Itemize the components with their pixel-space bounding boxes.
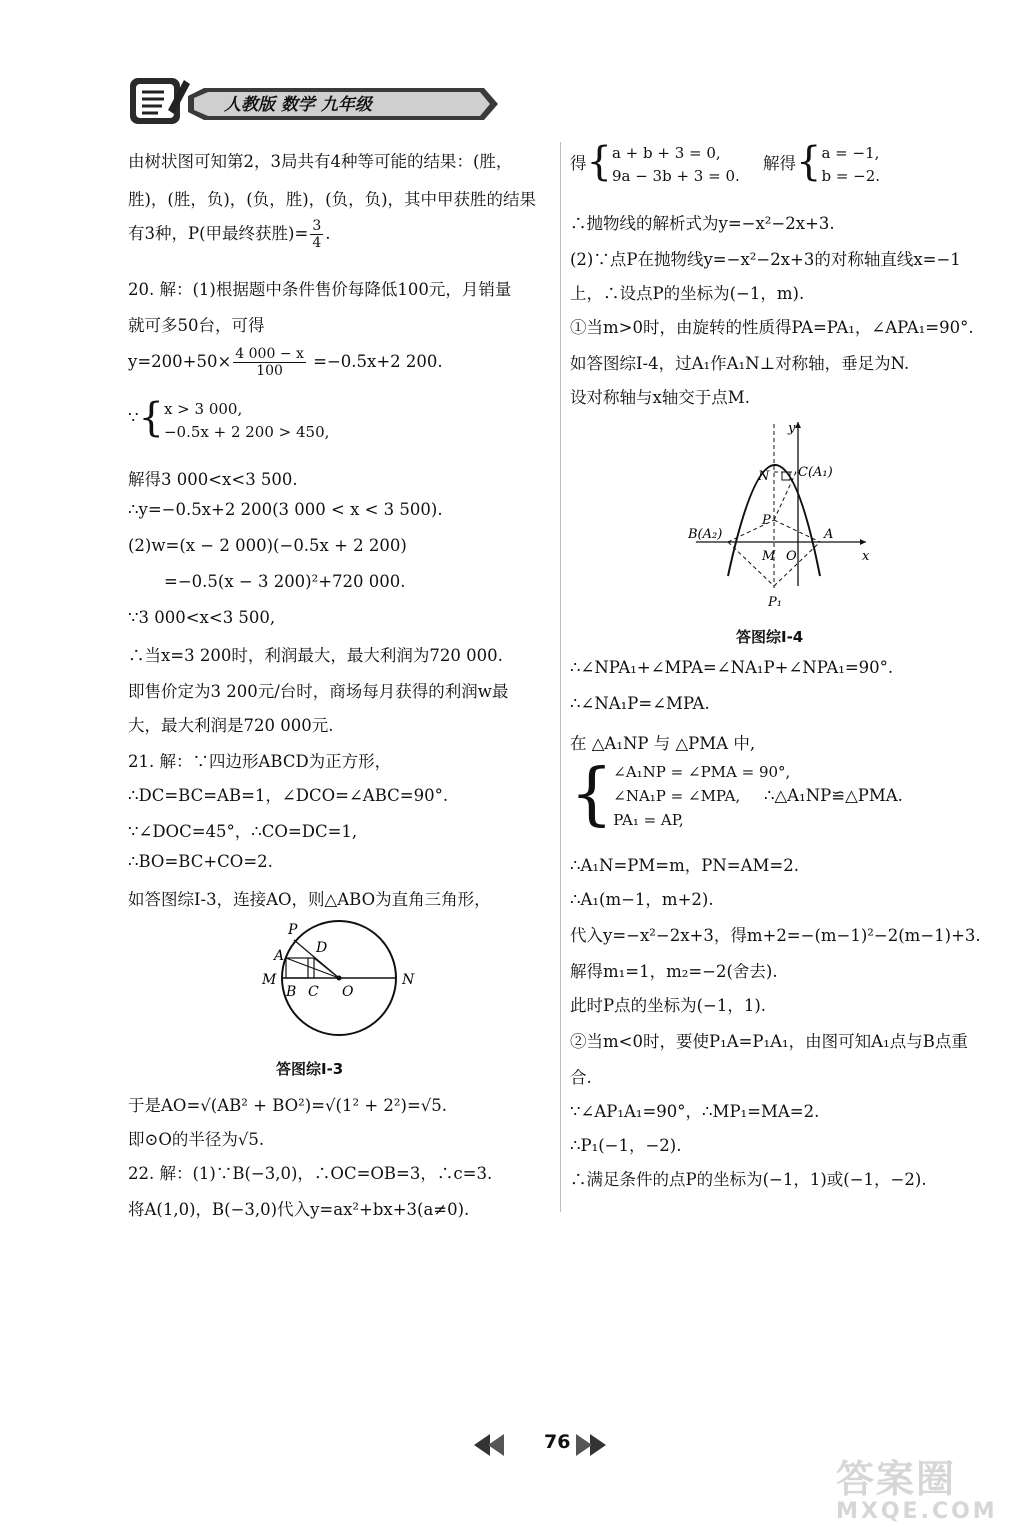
text-line: 21. 解：∵四边形ABCD为正方形， — [128, 752, 392, 771]
label-B: B(A₂) — [688, 527, 723, 542]
label-C: C(A₁) — [798, 465, 833, 480]
figure-circle — [258, 920, 428, 1046]
equation-system: 得{ a + b + 3 = 0, 9a − 3b + 3 = 0. 解得{ a = −1, b = −2. — [570, 139, 881, 185]
text-line: 如答图综Ⅰ-4，过A₁作A₁N⊥对称轴，垂足为N. — [570, 354, 910, 373]
text-line: 如答图综Ⅰ-3，连接AO，则△ABO为直角三角形， — [128, 890, 491, 909]
label-A: A — [824, 527, 834, 542]
text-line: 由树状图可知第2，3局共有4种等可能的结果：(胜， — [128, 152, 513, 171]
label-N: N — [758, 469, 770, 484]
text-line: 在 △A₁NP 与 △PMA 中, — [570, 734, 756, 753]
label-O: O — [342, 984, 354, 1000]
figure-caption: 答图综Ⅰ-3 — [276, 1060, 344, 1078]
text-line: 上，∴设点P的坐标为(−1，m). — [570, 284, 805, 303]
text-line: ∴∠NA₁P=∠MPA. — [570, 694, 710, 713]
left-column — [128, 142, 548, 1242]
text-line: 大，最大利润是720 000元. — [128, 716, 334, 735]
label-A: A — [274, 948, 285, 964]
text-line: 解得3 000<x<3 500. — [128, 470, 298, 489]
text-line: 即⊙O的半径为√5. — [128, 1130, 265, 1149]
text-line: 合. — [570, 1068, 592, 1087]
label-M: M — [262, 972, 277, 988]
watermark: 答案圈 MXQE.COM — [836, 1457, 998, 1524]
text-line: =−0.5(x − 3 200)²+720 000. — [164, 572, 406, 591]
text-line: ∴P₁(−1，−2). — [570, 1136, 682, 1155]
text-line: 20. 解：(1)根据题中条件售价每降低100元，月销量 — [128, 280, 512, 299]
fraction: $\frac{3}{4}$ — [312, 218, 322, 251]
left-arrow-icon — [474, 1434, 490, 1456]
text-line: ∵∠AP₁A₁=90°，∴MP₁=MA=2. — [570, 1102, 820, 1121]
text-line: ∵∠DOC=45°，∴CO=DC=1, — [128, 822, 358, 841]
text-line: ∴DC=BC=AB=1，∠DCO=∠ABC=90°. — [128, 786, 449, 805]
formula-line: y=200+50× $\frac{4 000 - x}{100}$ =−0.5x+2 200. — [128, 346, 443, 379]
text-line: 胜)，(胜，负)，(负，胜)，(负，负)，其中甲获胜的结果 — [128, 190, 537, 209]
text-line: 设对称轴与x轴交于点M. — [570, 388, 750, 407]
figure-parabola — [686, 414, 876, 610]
label-B: B — [286, 984, 297, 1000]
text-line: ∴满足条件的点P的坐标为(−1，1)或(−1，−2). — [570, 1170, 927, 1189]
header-banner — [128, 74, 500, 126]
text-line: 解得m₁=1，m₂=−2(舍去). — [570, 962, 778, 981]
label-O: O — [786, 549, 797, 564]
header-title: 人教版 数学 九年级 — [224, 95, 372, 115]
figure-caption: 答图综Ⅰ-4 — [736, 628, 804, 646]
text-line: ②当m<0时，要使P₁A=P₁A₁，由图可知A₁点与B点重 — [570, 1032, 968, 1051]
congruence-system: { ∠A₁NP = ∠PMA = 90°, ∠NA₁P = ∠MPA, PA₁ = AP, ∴△A₁NP≌△PMA. — [570, 755, 903, 834]
text-line: 此时P点的坐标为(−1，1). — [570, 996, 767, 1015]
right-arrow-icon — [590, 1434, 606, 1456]
label-D: D — [316, 940, 328, 956]
column-divider — [560, 142, 561, 1212]
text-line: ∴y=−0.5x+2 200(3 000 < x < 3 500). — [128, 500, 443, 519]
text-line: ∴A₁(m−1，m+2). — [570, 890, 714, 909]
text-line: ∴A₁N=PM=m，PN=AM=2. — [570, 856, 800, 875]
label-P: P — [762, 513, 771, 528]
label-C: C — [308, 984, 319, 1000]
label-y: y — [788, 421, 796, 436]
inequality-system: ∵{ x > 3 000, −0.5x + 2 200 > 450, — [128, 395, 330, 441]
page-number-decoration — [470, 1430, 610, 1460]
text-line: ∴BO=BC+CO=2. — [128, 852, 273, 871]
text-line: ∵3 000<x<3 500, — [128, 608, 276, 627]
text-line: 即售价定为3 200元/台时，商场每月获得的利润w最 — [128, 682, 509, 701]
label-P: P — [288, 922, 298, 938]
text-line: ①当m>0时，由旋转的性质得PA=PA₁，∠APA₁=90°. — [570, 318, 974, 337]
text-line: 将A(1,0)，B(−3,0)代入y=ax²+bx+3(a≠0). — [128, 1200, 470, 1219]
text-line: 于是AO=√(AB² + BO²)=√(1² + 2²)=√5. — [128, 1096, 448, 1115]
fraction: $\frac{4 000 - x}{100}$ — [235, 346, 304, 379]
right-column — [570, 139, 1010, 1212]
text-line: (2)∵点P在抛物线y=−x²−2x+3的对称轴直线x=−1 — [570, 250, 961, 269]
text-line: 就可多50台，可得 — [128, 316, 265, 335]
text-line: ∴∠NPA₁+∠MPA=∠NA₁P+∠NPA₁=90°. — [570, 658, 894, 677]
text-line: 代入y=−x²−2x+3，得m+2=−(m−1)²−2(m−1)+3. — [570, 926, 981, 945]
label-x: x — [862, 549, 870, 564]
text-line: ∴当x=3 200时，利润最大，最大利润为720 000. — [128, 646, 503, 665]
text-line: 22. 解：(1)∵B(−3,0)，∴OC=OB=3，∴c=3. — [128, 1164, 493, 1183]
text-line: ∴抛物线的解析式为y=−x²−2x+3. — [570, 214, 835, 233]
text-line: (2)w=(x − 2 000)(−0.5x + 2 200) — [128, 536, 407, 555]
label-N: N — [402, 972, 415, 988]
label-M: M — [762, 549, 776, 564]
page-number: 76 — [544, 1431, 571, 1453]
label-P1: P₁ — [768, 595, 782, 610]
probability-line: 有3种，P(甲最终获胜)= $\frac{3}{4}$ . — [128, 218, 331, 251]
